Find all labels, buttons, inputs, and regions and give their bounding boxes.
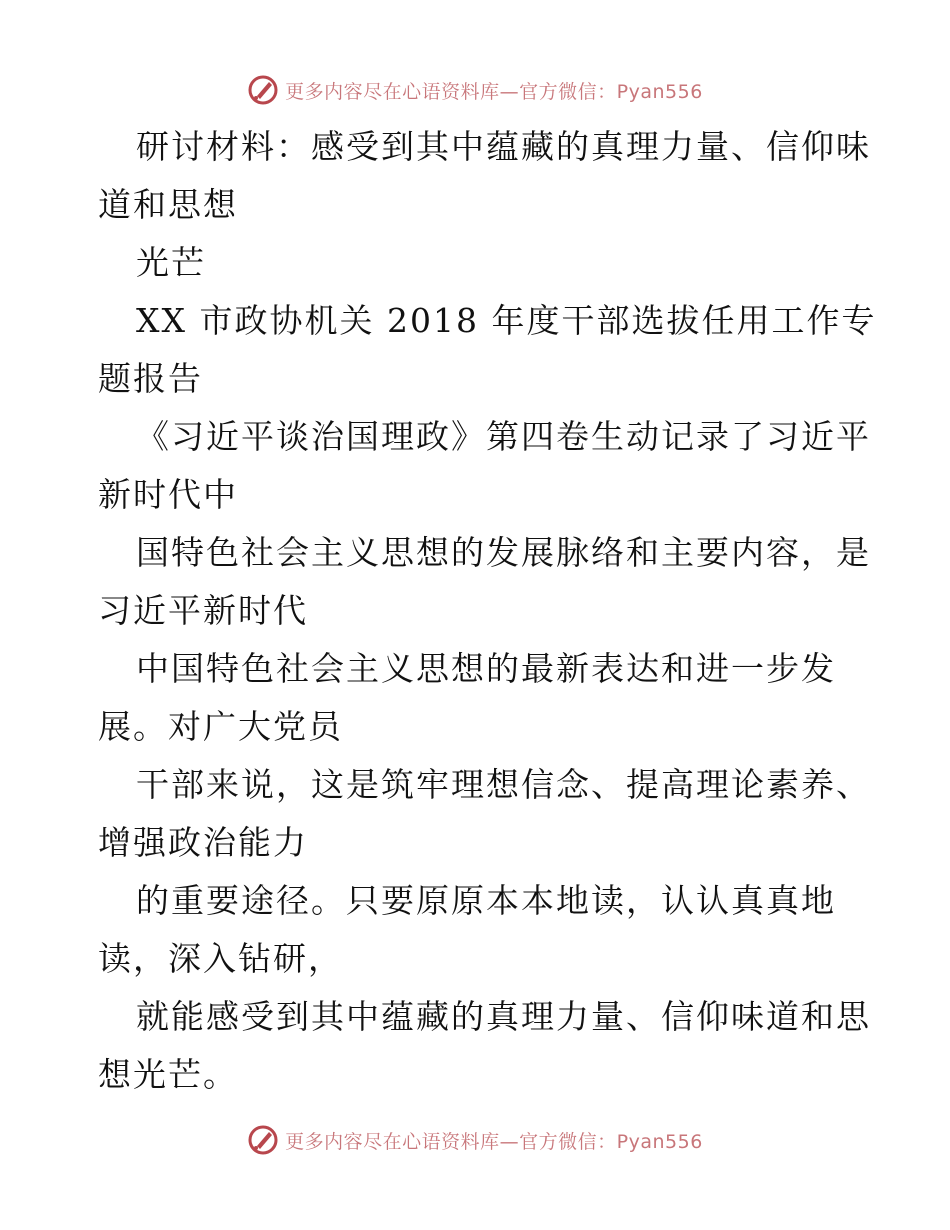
line-text-continued: 道和思想 (98, 185, 238, 224)
line-text-continued: 题报告 (98, 359, 203, 398)
paragraph-body (98, 872, 858, 988)
line-text-continued: 增强政治能力 (98, 823, 308, 862)
paragraph-body (98, 640, 858, 756)
banner-text: 更多内容尽在心语资料库—官方微信：Pyan556 (285, 1130, 703, 1153)
line-text-continued: 新时代中 (98, 475, 238, 514)
line-text: 研讨材料：感受到其中蕴藏的真理力量、信仰味 (136, 127, 871, 166)
line-text-continued: 展。对广大党员 (98, 707, 343, 746)
paragraph-subtitle (98, 292, 877, 408)
line-text: 《习近平谈治国理政》第四卷生动记录了习近平 (136, 417, 871, 456)
footer-banner (0, 1120, 950, 1160)
line-text: 的重要途径。只要原原本本地读，认认真真地 (136, 881, 836, 920)
line-text: 中国特色社会主义思想的最新表达和进一步发 (136, 649, 836, 688)
paragraph-title (98, 118, 871, 234)
line-text: 光芒 (136, 243, 206, 282)
pen-logo-icon (247, 1124, 279, 1156)
pen-logo-icon (247, 74, 279, 106)
header-banner (0, 70, 950, 110)
line-text-continued: 读，深入钻研， (98, 939, 343, 978)
line-text-continued: 习近平新时代 (98, 591, 308, 630)
paragraph-body (98, 756, 871, 872)
line-text: 干部来说，这是筑牢理想信念、提高理论素养、 (136, 765, 871, 804)
line-text: 就能感受到其中蕴藏的真理力量、信仰味道和思 (136, 997, 871, 1036)
banner-text: 更多内容尽在心语资料库—官方微信：Pyan556 (285, 80, 703, 103)
paragraph-title-end (98, 234, 858, 292)
line-text: XX 市政协机关 2018 年度干部选拔任用工作专 (136, 301, 877, 340)
document-body (98, 118, 877, 1104)
paragraph-body (98, 408, 871, 524)
line-text-continued: 想光芒。 (98, 1055, 238, 1094)
line-text: 国特色社会主义思想的发展脉络和主要内容，是 (136, 533, 871, 572)
paragraph-body (98, 524, 871, 640)
paragraph-body (98, 988, 871, 1104)
